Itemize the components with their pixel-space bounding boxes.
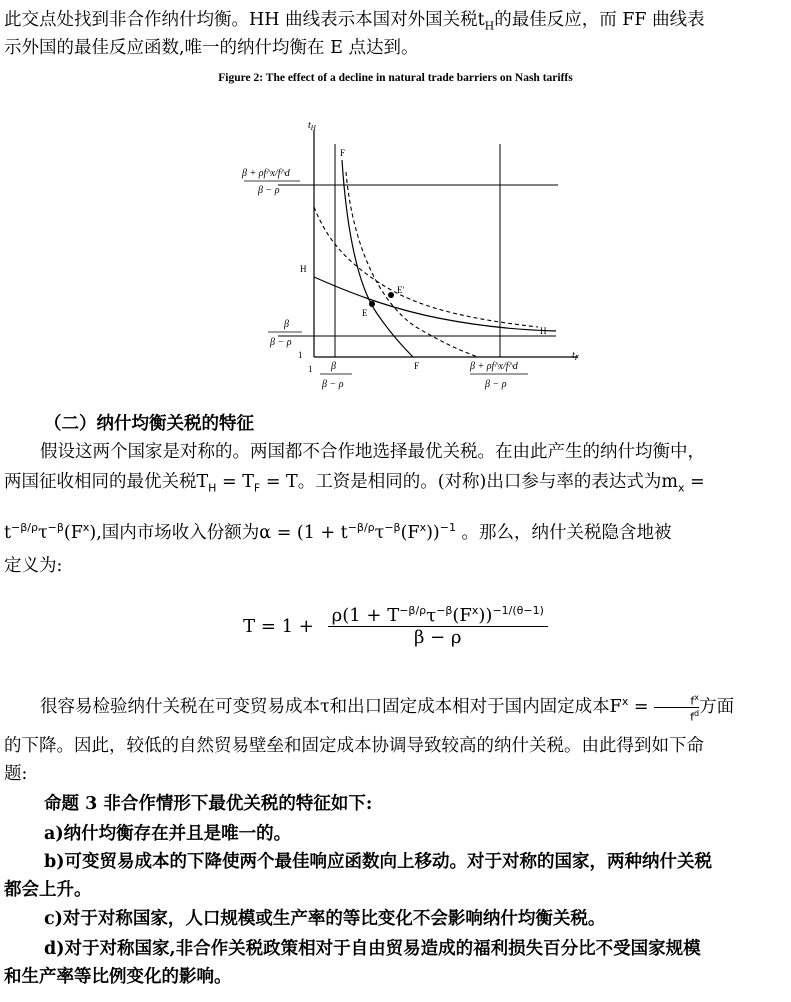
ff-curve [342,160,413,357]
ff-shifted-curve [346,172,478,357]
para2-line1: 假设这两个国家是对称的。两国都不合作地选择最优关税。在由此产生的纳什均衡中， [40,442,705,462]
para1-line2: 示外国的最佳反应函数,唯一的纳什均衡在 E 点达到。 [4,38,419,58]
label-e-prime: E′ [397,285,405,295]
label-h-right: H [540,326,547,336]
label-h-left: H [300,264,307,274]
proposition-d2: 和生产率等比例变化的影响。 [4,967,232,987]
nash-tariff-equation: T = 1 + $\frac{\rho(1 + T^{-\beta/\rho}\tau^{-\beta}(F^x))^{-1/(\theta-1)}}{\beta - \rho}$ [0,604,791,648]
label-e: E [362,308,368,318]
proposition-a: a)纳什均衡存在并且是唯一的。 [44,824,292,844]
para2-line4: 定义为: [4,556,63,576]
para3-line3: 题: [4,764,28,784]
upper-frac-den: β − ρ [258,185,280,196]
x-one-label: 1 [308,364,313,374]
hh-curve [314,277,556,331]
x-axis-label: $t_F$ [572,350,580,362]
lower-frac-den: β − ρ [270,337,292,348]
upper-frac-num: β + ρf^x/f^d [242,168,290,179]
x-upper-frac-num: β + ρf^x/f^d [470,361,518,372]
y-axis-label: $t_H$ [308,120,316,132]
y-one-label: 1 [298,350,303,360]
para3-line2: 的下降。因此，较低的自然贸易壁垒和固定成本协调导致较高的纳什关税。由此得到如下命 [4,736,704,756]
label-f-bottom: F [414,361,420,371]
figure-caption: Figure 2: The effect of a decline in natural trade barriers on Nash tariffs [218,72,573,84]
point-e-prime [388,292,394,298]
point-e [369,301,375,307]
x-lower-frac-den: β − ρ [322,379,344,390]
proposition-b2: 都会上升。 [4,880,92,900]
lower-frac-num: β [284,319,289,330]
label-f-top: F [340,148,346,158]
proposition-c: c)对于对称国家，人口规模或生产率的等比变化不会影响纳什均衡关税。 [44,909,606,929]
proposition-heading: 命题 3 非合作情形下最优关税的特征如下: [44,794,373,814]
proposition-d1: d)对于对称国家,非合作关税政策相对于自由贸易造成的福利损失百分比不受国家规模 [44,939,701,959]
para2-line2: 两国征收相同的最优关税$T_H = T_F = T$。工资是相同的。(对称)出口参与率的表达式为$m_x$ = [4,472,705,495]
hh-shifted-curve [314,207,538,327]
nash-tariff-figure [238,112,590,402]
para1-line1: 此交点处找到非合作纳什均衡。HH 曲线表示本国对外国关税$t_H$的最佳反应，而 FF 曲线表 [4,10,705,33]
para2-line3: $t^{-\beta/\rho}\tau^{-\beta}(F^x)$,国内市场收入份额为$\alpha = (1 + t^{-\beta/\rho}\tau^{-\beta}(F^x))^{-1}$ 。那么，纳什关税隐含地被 [4,521,672,543]
proposition-b1: b)可变贸易成本的下降使两个最佳响应函数向上移动。对于对称的国家，两种纳什关税 [44,852,713,872]
para3-line1: 很容易检验纳什关税在可变贸易成本τ和出口固定成本相对于国内固定成本$F^x$ = $\frac{f^x}{f^d}$ 方面 [40,693,735,724]
section-title: （二）纳什均衡关税的特征 [44,414,254,434]
x-lower-frac-num: β [331,361,336,372]
x-upper-frac-den: β − ρ [485,379,507,390]
